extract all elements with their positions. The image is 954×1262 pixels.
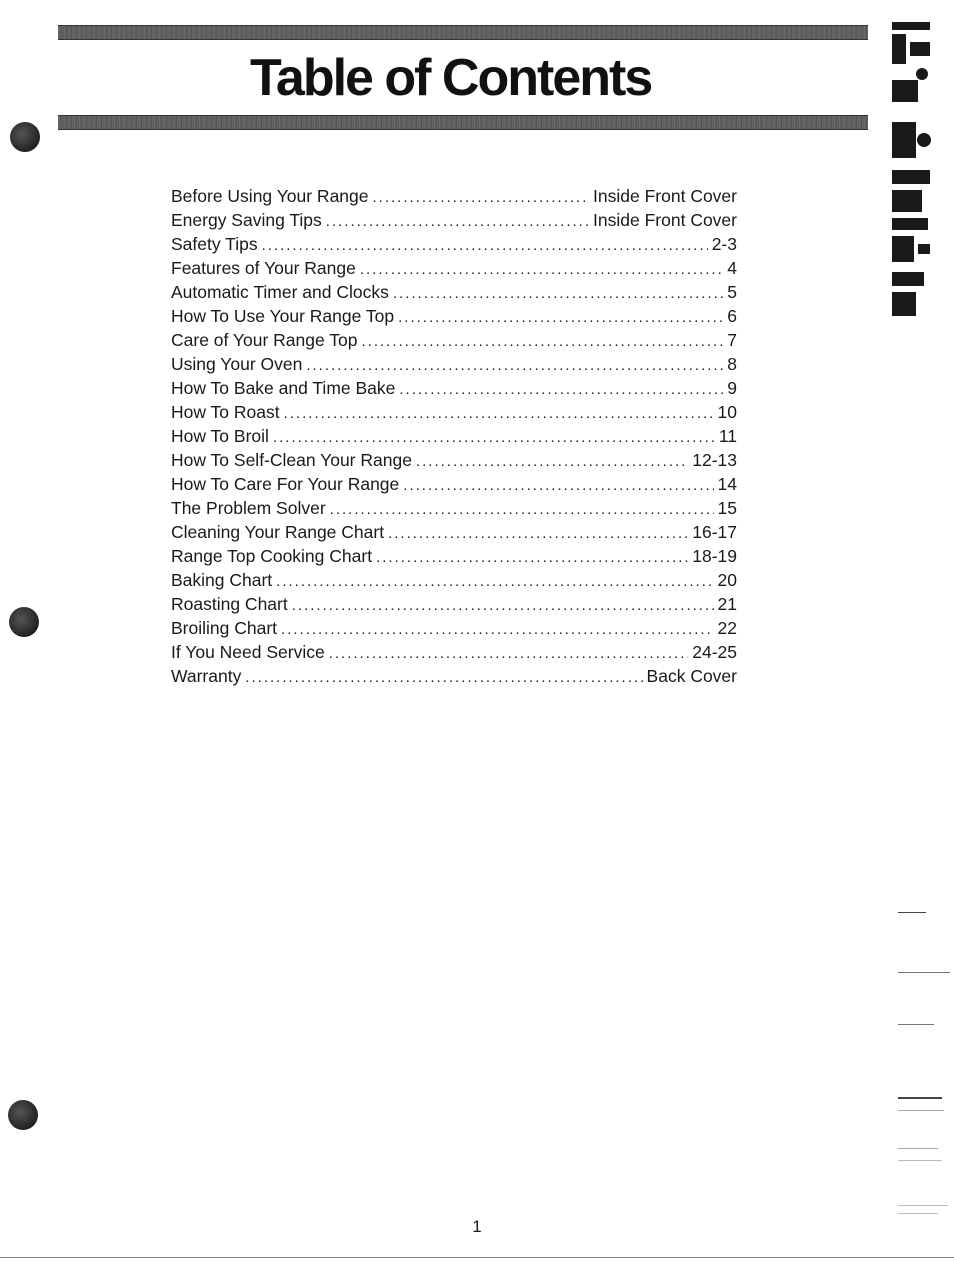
toc-entry-page: 5: [727, 282, 737, 302]
toc-leader-dots: [376, 546, 688, 570]
header-rule-top: [58, 25, 868, 40]
toc-entry-title: How To Use Your Range Top: [171, 306, 395, 326]
toc-entry-title: How To Self-Clean Your Range: [171, 450, 412, 470]
toc-entry-title: Safety Tips: [171, 234, 258, 254]
edge-mark: [898, 1024, 934, 1025]
binder-hole: [10, 122, 40, 152]
edge-mark: [898, 972, 950, 973]
toc-leader-dots: [245, 666, 642, 690]
toc-leader-dots: [388, 522, 688, 546]
toc-entry-page: 15: [717, 498, 737, 518]
toc-entry-title: Using Your Oven: [171, 354, 303, 374]
toc-entry-title: Care of Your Range Top: [171, 330, 358, 350]
toc-leader-dots: [330, 498, 714, 522]
toc-entry-page: 20: [717, 570, 737, 590]
toc-entry: [171, 304, 737, 328]
toc-entry: [171, 616, 737, 640]
toc-leader-dots: [399, 378, 723, 402]
bottom-rule: [0, 1257, 954, 1258]
toc-entry-page: 10: [717, 402, 737, 422]
toc-leader-dots: [326, 210, 589, 234]
toc-entry: [171, 472, 737, 496]
toc-leader-dots: [284, 402, 714, 426]
toc-entry: [171, 352, 737, 376]
toc-entry-title: The Problem Solver: [171, 498, 326, 518]
toc-entry: [171, 280, 737, 304]
page-title: Table of Contents: [250, 49, 652, 107]
edge-tab-graphic: [892, 22, 932, 322]
toc-leader-dots: [398, 306, 723, 330]
toc-entry-title: Warranty: [171, 666, 242, 686]
toc-entry-page: 11: [718, 426, 737, 446]
toc-entry-page: 9: [727, 378, 737, 398]
toc-entry-title: How To Bake and Time Bake: [171, 378, 396, 398]
toc-leader-dots: [281, 618, 714, 642]
toc-entry: [171, 256, 737, 280]
toc-entry: [171, 376, 737, 400]
toc-leader-dots: [393, 282, 723, 306]
toc-entry-title: Range Top Cooking Chart: [171, 546, 373, 566]
edge-mark: [898, 912, 926, 913]
toc-entry-page: 18-19: [692, 546, 737, 566]
toc-entry: [171, 232, 737, 256]
page-number: 1: [472, 1217, 482, 1236]
toc-entry-page: 7: [727, 330, 737, 350]
toc-leader-dots: [373, 186, 590, 210]
binder-hole: [8, 1100, 38, 1130]
toc-leader-dots: [416, 450, 688, 474]
toc-entry-page: 22: [717, 618, 737, 638]
edge-mark: [898, 1148, 938, 1149]
toc-leader-dots: [403, 474, 713, 498]
toc-entry: [171, 424, 737, 448]
toc-entry: [171, 448, 737, 472]
toc-leader-dots: [292, 594, 714, 618]
edge-mark: [898, 1205, 948, 1206]
toc-entry-page: 12-13: [692, 450, 737, 470]
toc-entry: [171, 184, 737, 208]
toc-leader-dots: [262, 234, 708, 258]
toc-entry-page: 6: [727, 306, 737, 326]
toc-entry-page: Inside Front Cover: [593, 186, 737, 206]
toc-list: [171, 184, 737, 688]
toc-entry-title: Baking Chart: [171, 570, 273, 590]
toc-leader-dots: [361, 330, 723, 354]
toc-entry: [171, 400, 737, 424]
toc-entry-page: Inside Front Cover: [593, 210, 737, 230]
toc-entry-title: If You Need Service: [171, 642, 325, 662]
toc-entry: [171, 328, 737, 352]
toc-entry-page: 21: [717, 594, 737, 614]
toc-entry: [171, 496, 737, 520]
toc-entry-title: Roasting Chart: [171, 594, 288, 614]
toc-leader-dots: [360, 258, 723, 282]
toc-entry-page: 16-17: [692, 522, 737, 542]
toc-entry-page: 4: [727, 258, 737, 278]
toc-entry-title: Broiling Chart: [171, 618, 278, 638]
toc-entry: [171, 208, 737, 232]
binder-hole: [9, 607, 39, 637]
toc-leader-dots: [273, 426, 715, 450]
toc-entry: [171, 664, 737, 688]
toc-entry-title: Before Using Your Range: [171, 186, 369, 206]
toc-entry-title: How To Roast: [171, 402, 280, 422]
toc-leader-dots: [329, 642, 689, 666]
toc-entry-title: Cleaning Your Range Chart: [171, 522, 385, 542]
toc-entry: [171, 568, 737, 592]
toc-entry-title: How To Care For Your Range: [171, 474, 400, 494]
header-rule-bottom: [58, 115, 868, 130]
toc-entry-page: 24-25: [692, 642, 737, 662]
toc-entry: [171, 640, 737, 664]
toc-entry-page: 8: [727, 354, 737, 374]
toc-entry-title: Automatic Timer and Clocks: [171, 282, 389, 302]
toc-leader-dots: [276, 570, 713, 594]
toc-entry: [171, 544, 737, 568]
toc-leader-dots: [306, 354, 723, 378]
edge-mark: [898, 1097, 942, 1099]
toc-entry: [171, 520, 737, 544]
toc-entry-page: 14: [717, 474, 737, 494]
toc-entry-page: Back Cover: [646, 666, 737, 686]
toc-entry-title: How To Broil: [171, 426, 269, 446]
toc-entry-title: Features of Your Range: [171, 258, 356, 278]
toc-entry-title: Energy Saving Tips: [171, 210, 322, 230]
edge-mark: [898, 1110, 944, 1111]
edge-mark: [898, 1160, 942, 1161]
toc-entry: [171, 592, 737, 616]
edge-mark: [898, 1213, 938, 1214]
toc-entry-page: 2-3: [711, 234, 737, 254]
